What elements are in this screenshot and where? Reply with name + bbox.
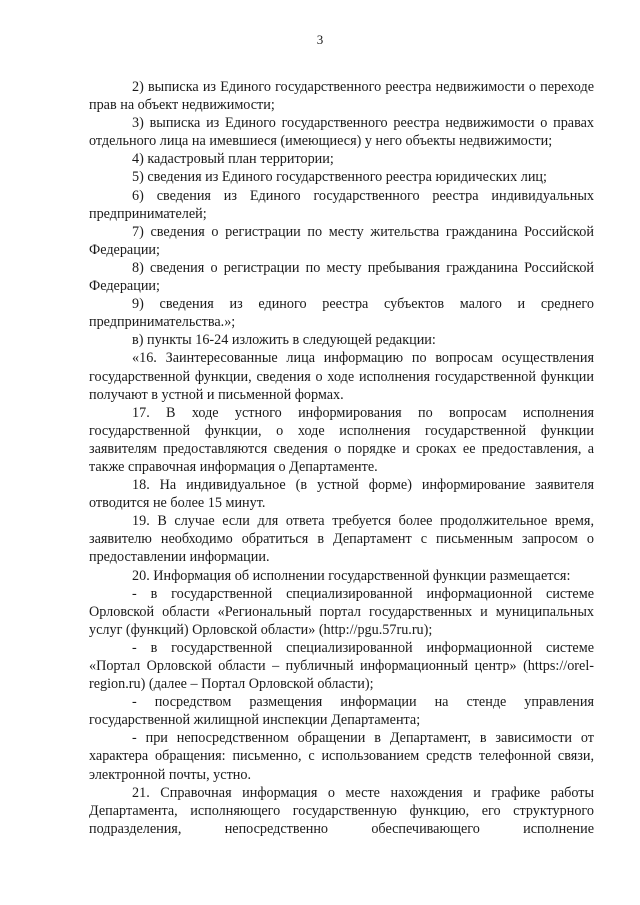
paragraph-21-last-line (89, 820, 594, 838)
paragraph-clause-v: в) пункты 16-24 изложить в следующей редакции: (132, 332, 436, 349)
paragraph-item-5: 5) сведения из Единого государственного реестра юридических лиц; (132, 169, 547, 186)
paragraph-17: 17. В ходе устного информирования по вопросам исполнения государственной функции, о ходе исполнения государственной функции заявителям предоставляются сведения о порядке и сроках ее предоставления, а также справочная информация о Департаменте. (89, 404, 594, 475)
paragraph-item-9: 9) сведения из единого реестра субъектов малого и среднего предпринимательства.»; (89, 296, 594, 331)
word: обеспечивающего (371, 820, 480, 837)
paragraph-18: 18. На индивидуальное (в устной форме) информирование заявителя отводится не более 15 минут. (89, 477, 594, 512)
paragraph-20-item-3: - посредством размещения информации на стенде управления государственной жилищной инспекции Департамента; (89, 694, 594, 729)
paragraph-item-7: 7) сведения о регистрации по месту жительства гражданина Российской Федерации; (89, 223, 594, 258)
word: подразделения, (89, 820, 182, 837)
paragraph-item-2: 2) выписка из Единого государственного реестра недвижимости о переходе прав на объект недвижимости; (89, 79, 594, 114)
paragraph-20-item-2: - в государственной специализированной информационной системе «Портал Орловской области – публичный информационный центр» (https://orel-region.ru) (далее – Портал Орловской области); (89, 639, 594, 693)
document-body (89, 78, 594, 838)
paragraph-16: «16. Заинтересованные лица информацию по вопросам осуществления государственной функции, сведения о ходе исполнения государственной функции получают в устной и письменной формах. (89, 350, 594, 403)
paragraph-20: 20. Информация об исполнении государственной функции размещается: (132, 567, 571, 584)
word: исполнение (523, 820, 594, 837)
paragraph-item-6: 6) сведения из Единого государственного реестра индивидуальных предпринимателей; (89, 187, 594, 222)
paragraph-20-item-1: - в государственной специализированной информационной системе Орловской области «Региональный портал государственных и муниципальных услуг (функций) Орловской области» (http://pgu.57ru.ru); (89, 585, 594, 638)
word: непосредственно (224, 820, 329, 837)
paragraph-20-item-4: - при непосредственном обращении в Департамент, в зависимости от характера обращения: письменно, с использованием средств телефонной связи, электронной почты, устно. (89, 730, 594, 783)
paragraph-19: 19. В случае если для ответа требуется более продолжительное время, заявителю необходимо обратиться в Департамент с письменным запросом о предоставлении информации. (89, 513, 594, 566)
paragraph-item-8: 8) сведения о регистрации по месту пребывания гражданина Российской Федерации; (89, 259, 594, 295)
paragraph-21: 21. Справочная информация о месте нахождения и графике работы Департамента, исполняющего государственную функцию, его структурного (89, 784, 594, 819)
page-number: 3 (316, 32, 324, 47)
paragraph-item-3: 3) выписка из Единого государственного реестра недвижимости о правах отдельного лица на имевшиеся (имеющиеся) у него объекты недвижимости; (89, 115, 594, 150)
paragraph-item-4: 4) кадастровый план территории; (132, 151, 334, 168)
